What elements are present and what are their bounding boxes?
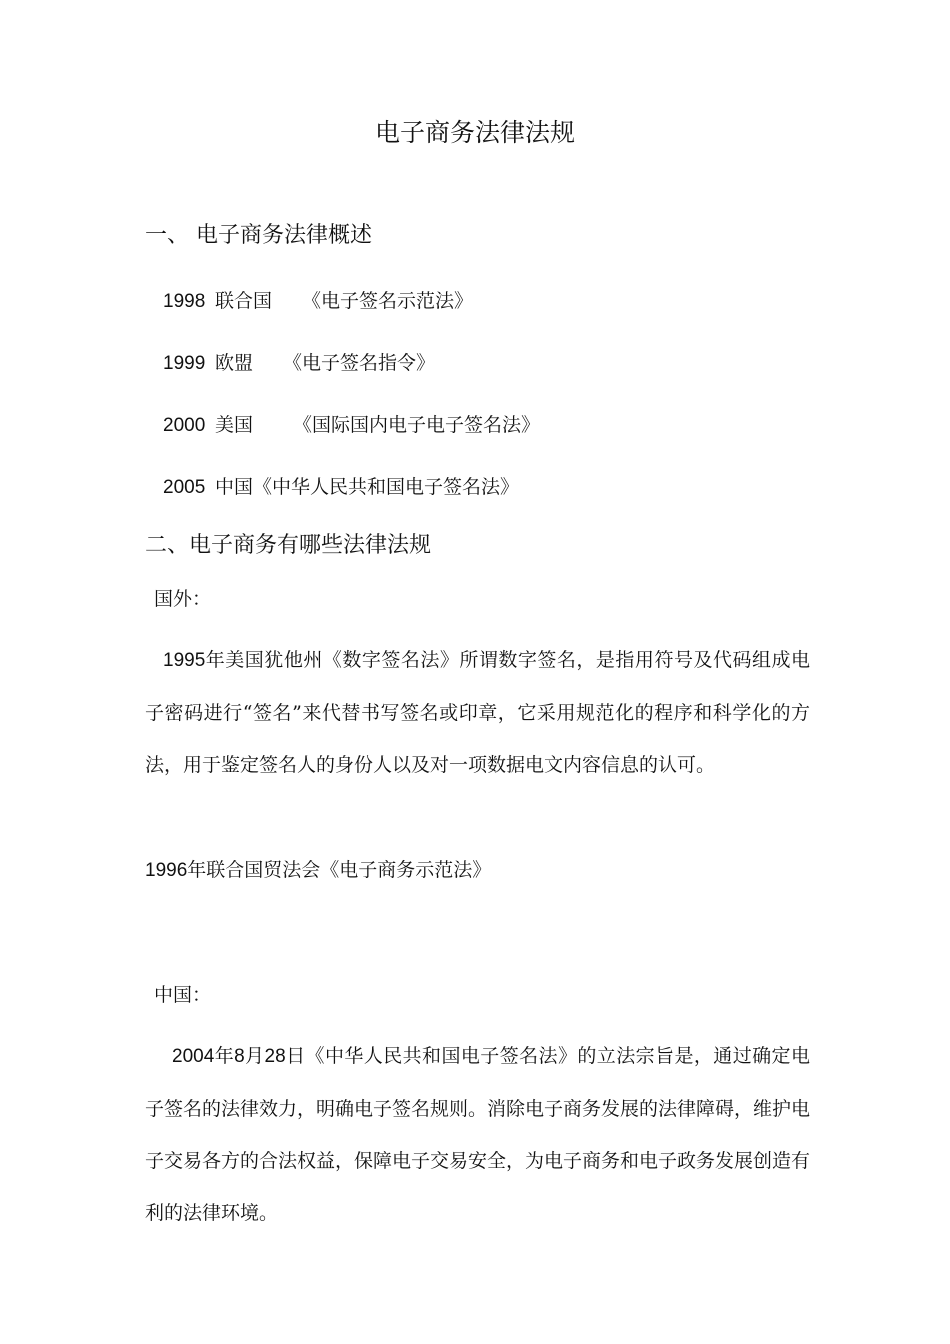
item-year: 1998 [163, 291, 206, 312]
para-year: 1995 [163, 650, 206, 671]
item-year: 2000 [163, 415, 206, 436]
item-law: 《国际国内电子电子签名法》 [293, 414, 541, 436]
item-year: 1999 [163, 353, 206, 374]
para-text: 年美国犹他州《数字签名法》所谓数字签名，是指用符号及代码组成电子密码进行“签名”来代替书写签名或印章，它采用规范化的程序和科学化的方法，用于鉴定签名人的身份人以及对一项数据电文内容信息的认可。 [145, 649, 810, 776]
line-text: 年联合国贸法会《电子商务示范法》 [187, 859, 492, 881]
item-law: 《中华人民共和国电子签名法》 [253, 476, 520, 498]
item-org: 美国 [215, 414, 254, 436]
item-org: 中国 [215, 476, 254, 498]
para-month: 8 [234, 1046, 245, 1067]
para-year: 2004 [172, 1046, 215, 1067]
para-text-year-suffix: 年 [214, 1045, 235, 1067]
para-text-month-suffix: 月 [244, 1045, 265, 1067]
china-paragraph [145, 1030, 810, 1239]
list-item [163, 351, 435, 376]
list-item [163, 413, 540, 438]
item-law: 《电子签名指令》 [283, 352, 436, 374]
foreign-paragraph [145, 634, 810, 791]
foreign-label: 国外： [154, 588, 212, 610]
para-day: 28 [264, 1046, 286, 1067]
section-2-heading: 二、电子商务有哪些法律法规 [145, 533, 432, 558]
list-item [163, 475, 519, 500]
item-org: 欧盟 [215, 352, 254, 374]
china-label: 中国： [154, 984, 212, 1006]
item-year: 2005 [163, 477, 206, 498]
item-org: 联合国 [215, 290, 273, 312]
section-1-heading: 一、 电子商务法律概述 [145, 223, 372, 248]
list-item [163, 289, 473, 314]
item-law: 《电子签名示范法》 [302, 290, 474, 312]
line-year: 1996 [145, 860, 188, 881]
un-line [145, 858, 491, 883]
para-text: 日《中华人民共和国电子签名法》的立法宗旨是，通过确定电子签名的法律效力，明确电子签名规则。消除电子商务发展的法律障碍，维护电子交易各方的合法权益，保障电子交易安全，为电子商务和电子政务发展创造有利的法律环境。 [145, 1045, 811, 1224]
page-title: 电子商务法律法规 [374, 118, 575, 147]
